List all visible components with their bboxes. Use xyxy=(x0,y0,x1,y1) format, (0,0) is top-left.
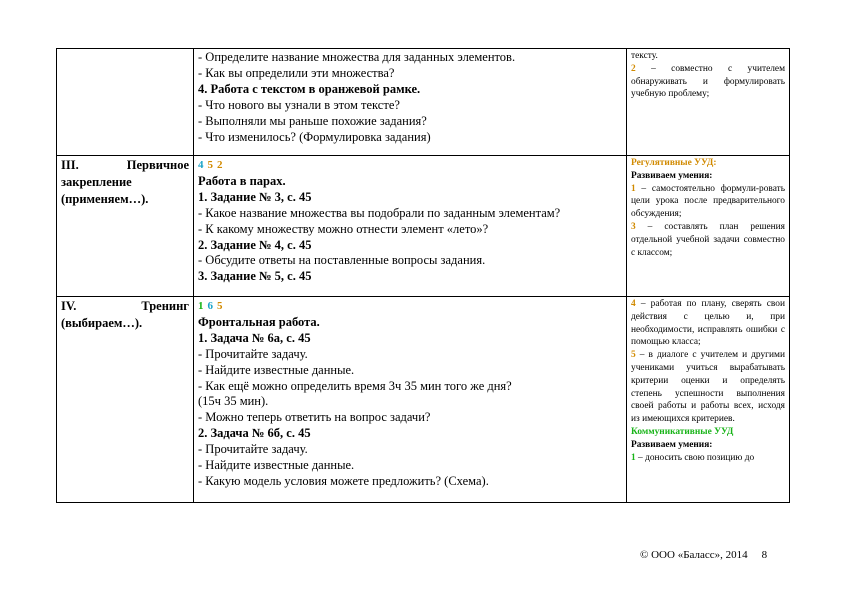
uud-cell xyxy=(627,49,790,156)
task-heading: 1. Задание № 3, с. 45 xyxy=(198,189,312,204)
activity-line: - Прочитайте задачу. xyxy=(198,346,308,361)
task-heading: Фронтальная работа. xyxy=(198,314,320,329)
uud-number: 5 xyxy=(207,159,213,171)
activity-line: - Найдите известные данные. xyxy=(198,362,355,377)
page-number: 8 xyxy=(761,549,768,561)
stage-cell xyxy=(57,297,194,503)
uud-number: 4 xyxy=(198,159,204,171)
activity-cell xyxy=(194,49,627,156)
uud-item xyxy=(631,50,785,63)
activity-cell xyxy=(194,297,627,503)
activity-line: - Какую модель условия можете предложить? (Схема). xyxy=(198,473,489,488)
copyright-text: © ООО «Баласс», 2014 xyxy=(640,549,748,561)
uud-item xyxy=(631,63,785,101)
table-row xyxy=(57,297,790,503)
activity-line: - Найдите известные данные. xyxy=(198,458,355,473)
uud-number: 5 xyxy=(217,300,223,312)
uud-category-heading: Коммуникативные УУД xyxy=(631,426,734,437)
stage-subtitle: закрепление (применяем…). xyxy=(61,175,149,206)
stage-cell xyxy=(57,156,194,297)
uud-item xyxy=(631,221,785,259)
lesson-plan-body xyxy=(57,49,790,503)
uud-skill-number: 4 xyxy=(631,299,636,309)
uud-item xyxy=(631,157,785,170)
stage-subtitle: (выбираем…). xyxy=(61,316,143,330)
uud-number-markers xyxy=(198,157,622,174)
uud-number: 1 xyxy=(198,300,204,312)
uud-number: 6 xyxy=(207,300,213,312)
activity-line: - К какому множеству можно отнести элемент «лето»? xyxy=(198,221,489,236)
uud-subheading: Развиваем умения: xyxy=(631,439,713,450)
uud-skill-text: – самостоятельно формули-ровать цели урока после предварительного обсуждения; xyxy=(631,183,785,220)
task-heading: 2. Задание № 4, с. 45 xyxy=(198,237,312,252)
table-row xyxy=(57,49,790,156)
activity-line: - Что нового вы узнали в этом тексте? xyxy=(198,97,400,112)
task-heading: Работа в парах. xyxy=(198,173,286,188)
uud-item xyxy=(631,349,785,426)
uud-item xyxy=(631,298,785,349)
activity-line: - Выполняли мы раньше похожие задания? xyxy=(198,113,427,128)
uud-item xyxy=(631,452,785,465)
task-heading: 4. Работа с текстом в оранжевой рамке. xyxy=(198,81,421,96)
stage-title: Первичное xyxy=(126,158,189,172)
uud-skill-text: – совместно с учителем обнаруживать и формулировать учебную проблему; xyxy=(631,63,785,100)
activity-line: - Какое название множества вы подобрали по заданным элементам? xyxy=(198,205,561,220)
uud-subheading: Развиваем умения: xyxy=(631,170,713,181)
activity-line: - Что изменилось? (Формулировка задания) xyxy=(198,129,431,144)
uud-skill-number: 1 xyxy=(631,183,636,194)
stage-heading xyxy=(61,157,189,174)
uud-cell xyxy=(627,297,790,503)
uud-number: 2 xyxy=(217,159,223,171)
uud-skill-text: – в диалоге с учителем и другими учениками учиться вырабатывать критерии оценки и определять степень успешности выполнения своей работы и работы всех, исходя из имеющихся критериев. xyxy=(631,350,785,425)
activity-line: - Как ещё можно определить время 3ч 35 мин того же дня? xyxy=(198,378,512,393)
activity-line: - Обсудите ответы на поставленные вопросы задания. xyxy=(198,253,486,268)
uud-item xyxy=(631,170,785,183)
activity-line: - Прочитайте задачу. xyxy=(198,442,308,457)
uud-skill-number: 5 xyxy=(631,350,636,361)
uud-item xyxy=(631,426,785,439)
uud-skill-number: 1 xyxy=(631,452,636,463)
stage-number: IV. xyxy=(61,299,77,313)
uud-text: тексту. xyxy=(631,51,658,61)
lesson-plan-table xyxy=(56,48,790,503)
table-row xyxy=(57,156,790,297)
uud-skill-number: 3 xyxy=(631,221,636,232)
uud-item xyxy=(631,439,785,452)
uud-number-markers xyxy=(198,298,622,315)
activity-cell xyxy=(194,156,627,297)
activity-line: - Можно теперь ответить на вопрос задачи? xyxy=(198,410,431,425)
uud-skill-text: – доносить свою позицию до xyxy=(635,452,755,463)
page-footer xyxy=(640,549,767,561)
stage-cell xyxy=(57,49,194,156)
uud-skill-number: 2 xyxy=(631,63,636,74)
uud-skill-text: – работая по плану, сверять свои действия с целью и, при необходимости, исправлять ошибки с помощью класса; xyxy=(631,299,785,348)
task-heading: 2. Задача № 6б, с. 45 xyxy=(198,426,311,441)
activity-line: - Как вы определили эти множества? xyxy=(198,65,395,80)
uud-item xyxy=(631,183,785,221)
stage-title: Тренинг xyxy=(141,299,189,313)
stage-heading xyxy=(61,298,189,315)
task-heading: 1. Задача № 6а, с. 45 xyxy=(198,330,311,345)
task-heading: 3. Задание № 5, с. 45 xyxy=(198,269,312,284)
activity-line: (15ч 35 мин). xyxy=(198,394,269,409)
stage-number: III. xyxy=(61,158,79,172)
uud-cell xyxy=(627,156,790,297)
uud-skill-text: – составлять план решения отдельной учебной задачи совместно с классом; xyxy=(631,221,785,258)
uud-category-heading: Регулятивные УУД: xyxy=(631,158,717,168)
activity-line: - Определите название множества для заданных элементов. xyxy=(198,50,516,64)
